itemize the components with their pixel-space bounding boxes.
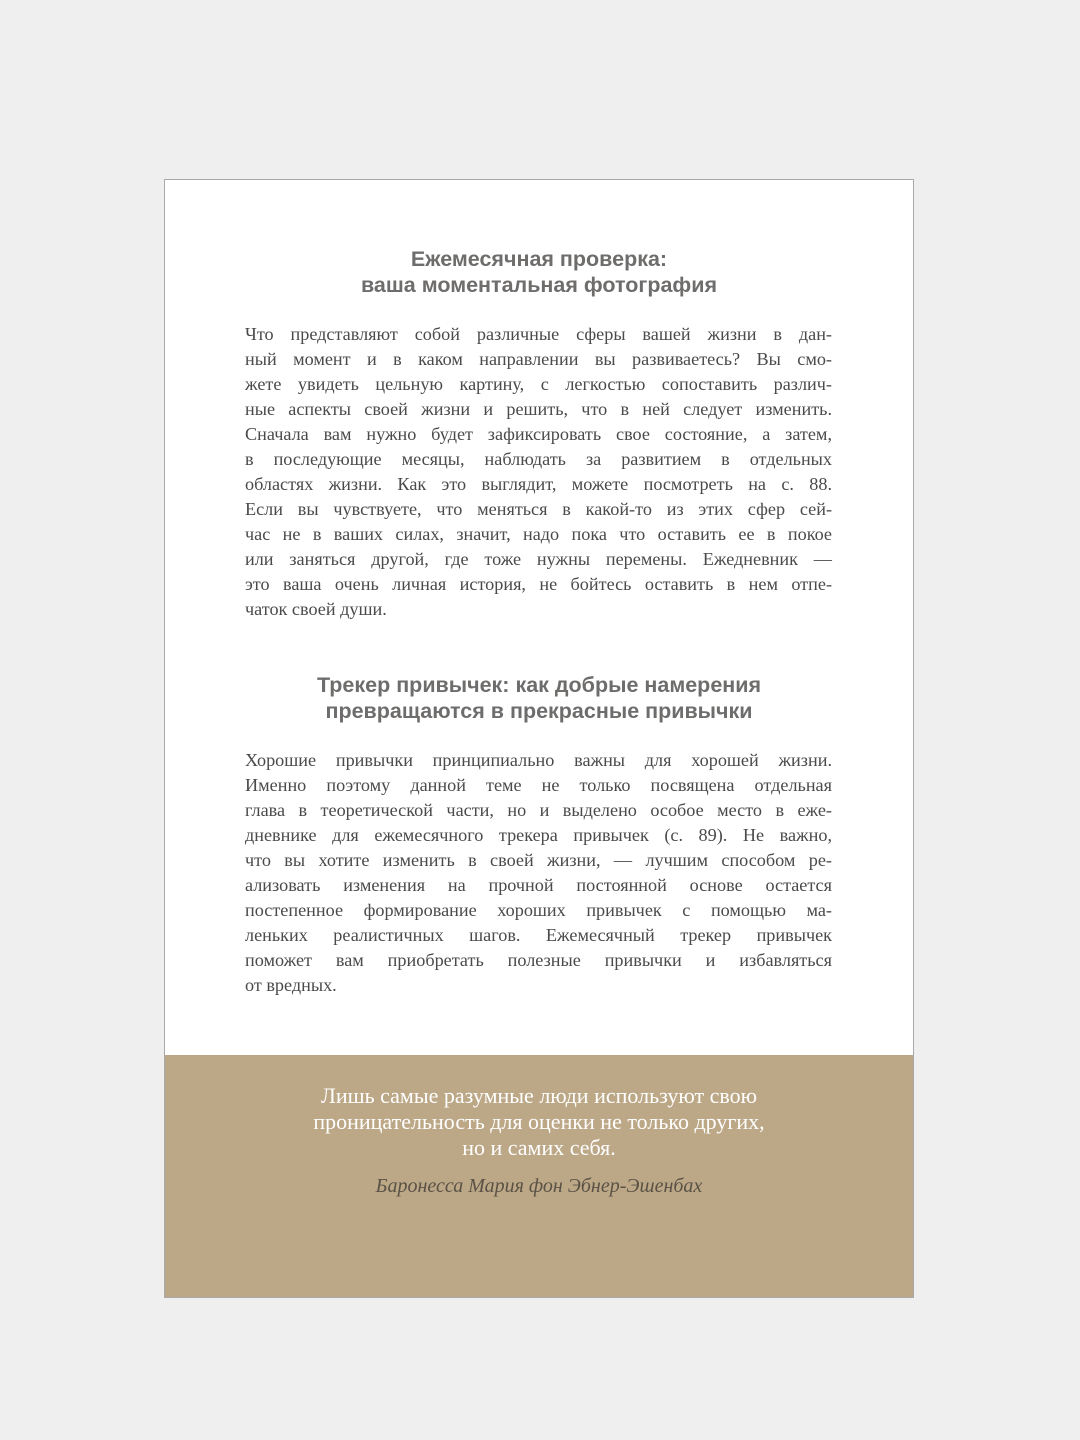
body-line: Сначала вам нужно будет зафиксировать свое состояние, а затем, [245, 424, 832, 444]
quote-text [165, 1083, 913, 1161]
body-line: постепенное формирование хороших привычек с помощью ма- [245, 900, 832, 920]
body-line: поможет вам приобретать полезные привычки и избавляться [245, 950, 832, 970]
body-line: Если вы чувствуете, что меняться в какой-то из этих сфер сей- [245, 499, 832, 519]
body-line: ный момент и в каком направлении вы развиваетесь? Вы смо- [245, 349, 832, 369]
body-line: дневнике для ежемесячного трекера привычек (с. 89). Не важно, [245, 825, 832, 845]
quote-line: Лишь самые разумные люди используют свою [320, 1083, 758, 1108]
title-line: Трекер привычек: как добрые намерения [316, 673, 762, 697]
title-line: Ежемесячная проверка: [410, 247, 668, 271]
body-line: леньких реалистичных шагов. Ежемесячный трекер привычек [245, 925, 832, 945]
body-line: ализовать изменения на прочной постоянной основе остается [245, 875, 832, 895]
body-line: ные аспекты своей жизни и решить, что в ней следует изменить. [245, 399, 832, 419]
body-line: Что представляют собой различные сферы вашей жизни в дан- [245, 324, 832, 344]
section-body-monthly-check [245, 322, 832, 622]
body-line: Именно поэтому данной теме не только посвящена отдельная [245, 775, 832, 795]
body-line: от вредных. [245, 975, 337, 995]
body-line: в последующие месяцы, наблюдать за развитием в отдельных [245, 449, 832, 469]
quote-line: но и самих себя. [462, 1135, 616, 1160]
quote-author: Баронесса Мария фон Эбнер-Эшенбах [375, 1175, 703, 1197]
section-title-habit-tracker [165, 672, 913, 724]
body-line: час не в ваших силах, значит, надо пока что оставить ее в покое [245, 524, 832, 544]
quote-line: проницательность для оценки не только других, [313, 1109, 765, 1134]
body-line: Хорошие привычки принципиально важны для хорошей жизни. [245, 750, 832, 770]
body-line: что вы хотите изменить в своей жизни, — лучшим способом ре- [245, 850, 832, 870]
title-line: ваша моментальная фотография [360, 273, 717, 297]
book-page [164, 179, 914, 1298]
body-line: областях жизни. Как это выглядит, можете посмотреть на с. 88. [245, 474, 832, 494]
section-body-habit-tracker [245, 748, 832, 998]
body-line: или заняться другой, где тоже нужны перемены. Ежедневник — [245, 549, 832, 569]
title-line: превращаются в прекрасные привычки [325, 699, 753, 723]
quote-block [165, 1055, 913, 1298]
body-line: это ваша очень личная история, не бойтесь оставить в нем отпе- [245, 574, 832, 594]
body-line: глава в теоретической части, но и выделено особое место в еже- [245, 800, 832, 820]
body-line: жете увидеть цельную картину, с легкостью сопоставить различ- [245, 374, 832, 394]
section-title-monthly-check [165, 246, 913, 298]
body-line: чаток своей души. [245, 599, 387, 619]
